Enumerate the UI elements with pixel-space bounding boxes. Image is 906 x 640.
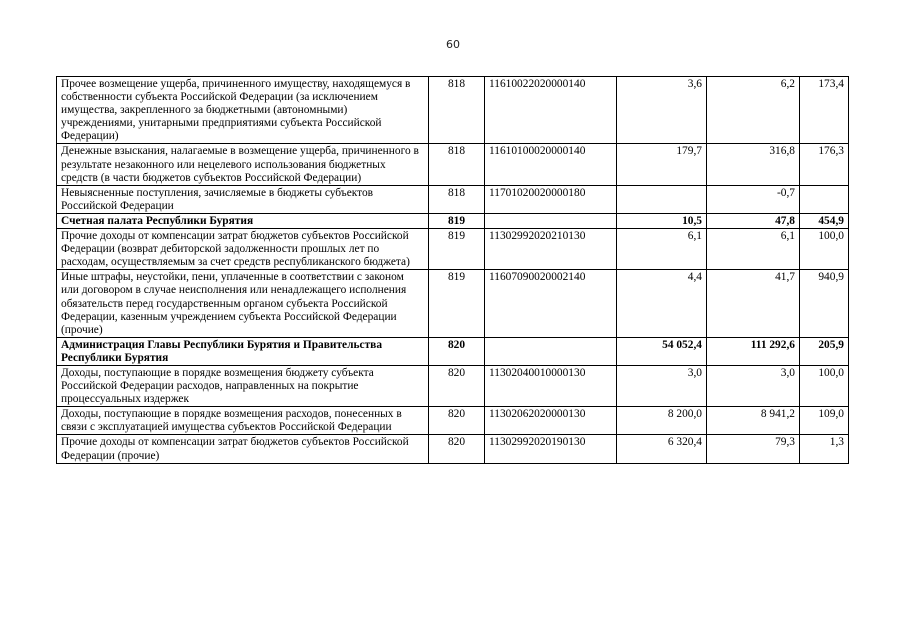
classification-code-cell: [485, 213, 617, 228]
admin-code-cell: 818: [429, 144, 485, 185]
revenue-name-cell: Прочее возмещение ущерба, причиненного имуществу, находящемуся в собственности субъекта Российской Федерации (за исключением имущества, закрепленного за бюджетными (автономными) учреждениями, унитарными предприятиями субъекта Российской Федерации): [57, 77, 429, 144]
classification-code-cell: 11701020020000180: [485, 185, 617, 213]
table-row: [57, 185, 849, 213]
table-row: [57, 144, 849, 185]
table-row: [57, 270, 849, 337]
table-section-row: [57, 213, 849, 228]
plan-value-cell: 10,5: [617, 213, 707, 228]
revenue-name-cell: Прочие доходы от компенсации затрат бюджетов субъектов Российской Федерации (прочие): [57, 435, 429, 463]
admin-code-cell: 820: [429, 337, 485, 365]
table-row: [57, 365, 849, 406]
classification-code-cell: 11302992020190130: [485, 435, 617, 463]
table-row: [57, 229, 849, 270]
percent-cell: 205,9: [800, 337, 849, 365]
admin-code-cell: 820: [429, 407, 485, 435]
actual-value-cell: 6,1: [707, 229, 800, 270]
percent-cell: 100,0: [800, 229, 849, 270]
actual-value-cell: 6,2: [707, 77, 800, 144]
plan-value-cell: 179,7: [617, 144, 707, 185]
admin-code-cell: 819: [429, 229, 485, 270]
percent-cell: 454,9: [800, 213, 849, 228]
plan-value-cell: 3,6: [617, 77, 707, 144]
revenue-name-cell: Прочие доходы от компенсации затрат бюджетов субъектов Российской Федерации (возврат дебиторской задолженности прошлых лет по расходам, осуществляемым за счет средств республиканского бюджета): [57, 229, 429, 270]
admin-code-cell: 819: [429, 213, 485, 228]
admin-code-cell: 820: [429, 435, 485, 463]
plan-value-cell: 6,1: [617, 229, 707, 270]
actual-value-cell: -0,7: [707, 185, 800, 213]
revenue-name-cell: Денежные взыскания, налагаемые в возмещение ущерба, причиненного в результате незаконного или нецелевого использования бюджетных средств (в части бюджетов субъектов Российской Федерации): [57, 144, 429, 185]
actual-value-cell: 47,8: [707, 213, 800, 228]
classification-code-cell: 11302992020210130: [485, 229, 617, 270]
revenue-name-cell: Администрация Главы Республики Бурятия и Правительства Республики Бурятия: [57, 337, 429, 365]
plan-value-cell: [617, 185, 707, 213]
table-section-row: [57, 337, 849, 365]
admin-code-cell: 820: [429, 365, 485, 406]
revenue-name-cell: Доходы, поступающие в порядке возмещения расходов, понесенных в связи с эксплуатацией имущества субъектов Российской Федерации: [57, 407, 429, 435]
table-row: [57, 77, 849, 144]
page-number: 60: [446, 38, 460, 51]
plan-value-cell: 8 200,0: [617, 407, 707, 435]
plan-value-cell: 3,0: [617, 365, 707, 406]
classification-code-cell: 11302062020000130: [485, 407, 617, 435]
classification-code-cell: 11302040010000130: [485, 365, 617, 406]
percent-cell: [800, 185, 849, 213]
revenue-name-cell: Иные штрафы, неустойки, пени, уплаченные в соответствии с законом или договором в случае неисполнения или ненадлежащего исполнения обязательств перед государственным органом субъекта Российской Федерации, казенным учреждением субъекта Российской Федерации (прочие): [57, 270, 429, 337]
revenue-name-cell: Счетная палата Республики Бурятия: [57, 213, 429, 228]
table-row: [57, 435, 849, 463]
actual-value-cell: 111 292,6: [707, 337, 800, 365]
table-row: [57, 407, 849, 435]
classification-code-cell: 11610100020000140: [485, 144, 617, 185]
revenue-table: [56, 76, 849, 464]
admin-code-cell: 818: [429, 185, 485, 213]
percent-cell: 100,0: [800, 365, 849, 406]
percent-cell: 1,3: [800, 435, 849, 463]
plan-value-cell: 54 052,4: [617, 337, 707, 365]
table-body: [57, 77, 849, 464]
admin-code-cell: 819: [429, 270, 485, 337]
admin-code-cell: 818: [429, 77, 485, 144]
classification-code-cell: 11610022020000140: [485, 77, 617, 144]
percent-cell: 109,0: [800, 407, 849, 435]
revenue-name-cell: Невыясненные поступления, зачисляемые в бюджеты субъектов Российской Федерации: [57, 185, 429, 213]
plan-value-cell: 4,4: [617, 270, 707, 337]
actual-value-cell: 3,0: [707, 365, 800, 406]
actual-value-cell: 79,3: [707, 435, 800, 463]
classification-code-cell: 11607090020002140: [485, 270, 617, 337]
actual-value-cell: 8 941,2: [707, 407, 800, 435]
percent-cell: 176,3: [800, 144, 849, 185]
actual-value-cell: 316,8: [707, 144, 800, 185]
percent-cell: 940,9: [800, 270, 849, 337]
classification-code-cell: [485, 337, 617, 365]
plan-value-cell: 6 320,4: [617, 435, 707, 463]
percent-cell: 173,4: [800, 77, 849, 144]
actual-value-cell: 41,7: [707, 270, 800, 337]
revenue-name-cell: Доходы, поступающие в порядке возмещения бюджету субъекта Российской Федерации расходов, направленных на покрытие процессуальных издержек: [57, 365, 429, 406]
